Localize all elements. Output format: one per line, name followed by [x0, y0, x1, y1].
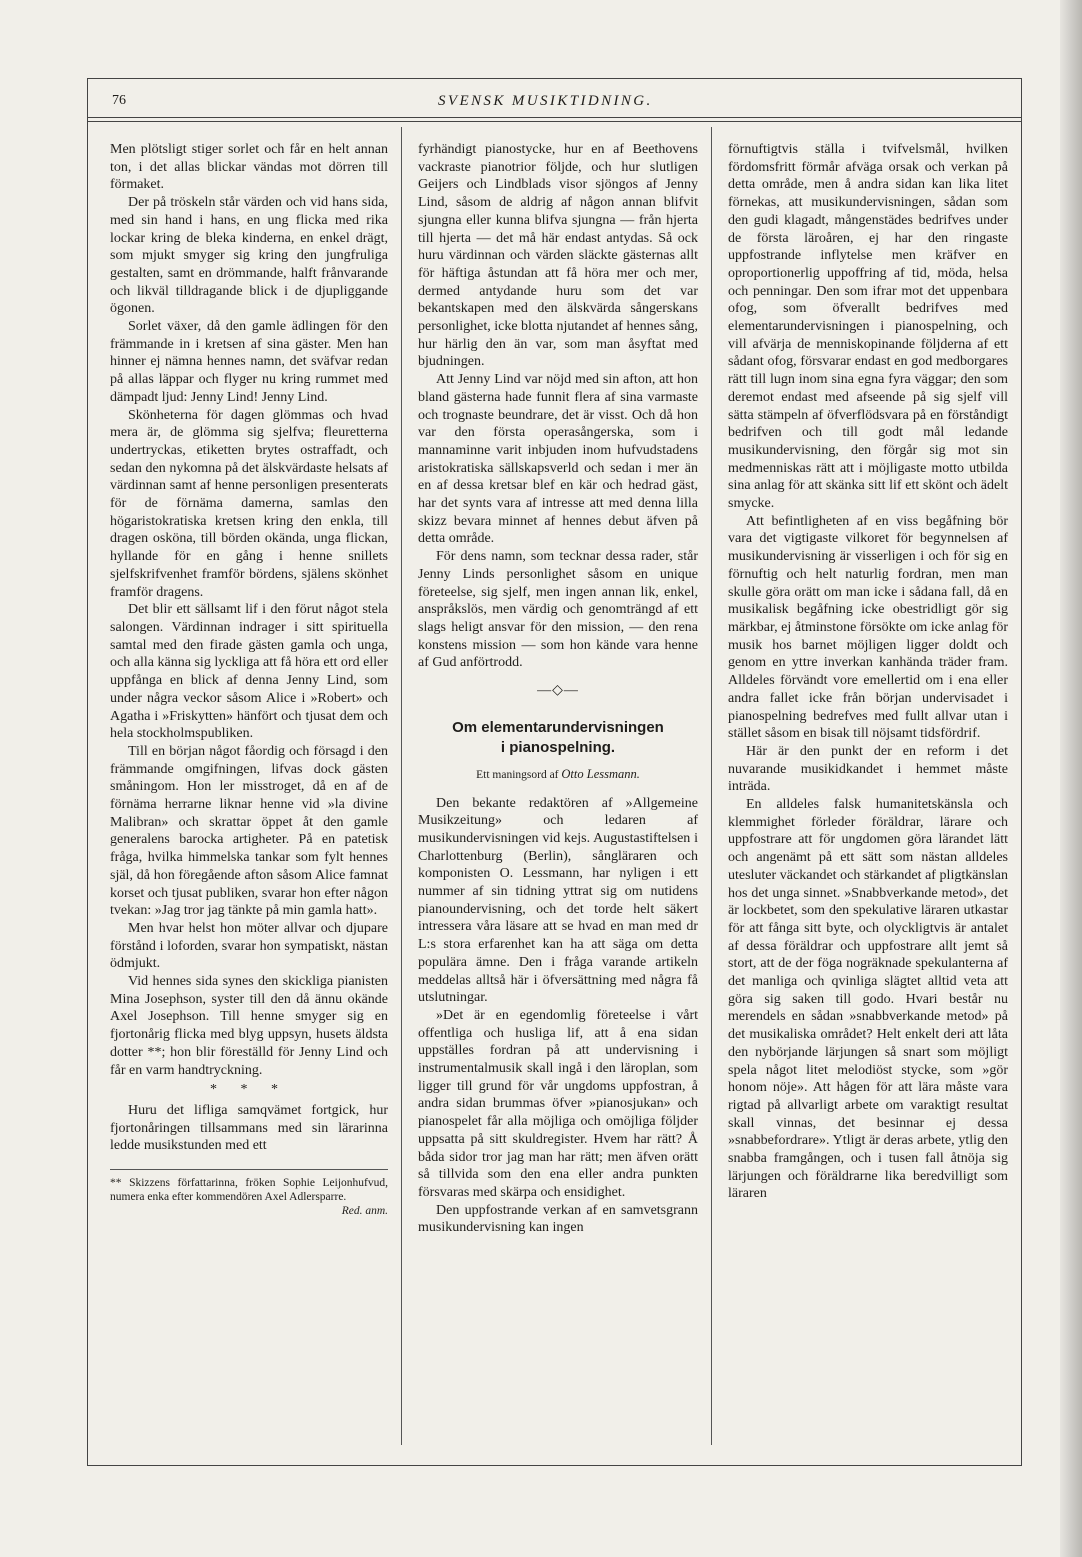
paragraph: För dens namn, som tecknar dessa rader, står Jenny Linds personlighet såsom en unique företeelse, sig sjelf, men ingen annan lik, enkel, anspråkslös, men värdig och genomträngd af ett slags heligt ansvar för den mission, — den rena konstens mission — som hon kände vara henne af Gud anförtrodd. — [418, 549, 698, 671]
byline-prefix: Ett maningsord af — [476, 768, 559, 781]
footnote — [110, 1169, 388, 1218]
paragraph: fyrhändigt pianostycke, hur en af Beethovens vackraste pianotrior följde, och hur slutligen Geijers och Lindblads visor sjöngos af Jenny Lind, såsom de aldrig af någon annan blifvit sjungna eller kunna blifva sjungna — från hjerta till hjerta — det må här endast antydas. Så ock huru värdinnan och värden släckte gästernas allt för häftiga åstundan att få höra mer och mer, dermed antydande huru som det var bekantskapen med den älskvärda sångerskans personlighet, icke blotta njutandet af hennes sång, hur härlig den än var, som man åsyftat med bjudningen. — [418, 142, 698, 370]
section-separator: * * * — [210, 1082, 288, 1098]
running-header — [88, 79, 1021, 122]
paragraph: »Det är en egendomlig företeelse i vårt offentliga och husliga lif, att å ena sidan uppställes fordran på att undervisning i instrumentalmusik skall ingå i den läroplan, som ligger till grund för vår ungdoms uppfostran, å andra sidan brummas öfver »pianosjukan» och pianospelet får alla möjliga och omöjliga följder uppsatta på sitt skuldregister. Hvem har rätt? Å båda sidor tror jag man har rätt; men äfven orätt så tillvida som den ena eller andra punkten försvaras med skärpa och ensidighet. — [418, 1007, 698, 1200]
page-frame — [87, 78, 1022, 1466]
paragraph: förnuftigtvis ställa i tvifvelsmål, hvilken fördomsfritt förmår afväga orsak och verkan på detta område, men å andra sidan kan lika litet förnekas, att musikundervisningen, sådan som den gudi klagadt, mångenstädes bedrifves under de första läroåren, ej har den ringaste uppfostrande inflytelse men kräfver en oproportionerlig uppoffring af tid, möda, helsa och penningar. Den som ifrar mot det uppenbara ofog, som öfverallt bedrifves med elementarundervisningen i pianospelning, och vill afvärja de menniskopinande följderna af ett sådant ofog, försvarar endast en god medborgares rätt till lugn inom sina egna fyra väggar; den som deremot endast med afseende på sig sjelf vill sätta stämpeln af öfverflödsvara på en förståndigt bedrifven och till godt mål ledande musikundervisning, den förgår sig mot sin medmenniskas rätt att i möjligaste motto utbilda sina anlag för att skänka sitt lif ett skönt och ädelt smycke. — [728, 142, 1008, 512]
article-title-line: i pianospelning. — [500, 738, 616, 756]
column-2 — [418, 141, 698, 1237]
column-3 — [728, 141, 1008, 1203]
paragraph: Men plötsligt stiger sorlet och får en helt annan ton, i det allas blickar vändas mot dörren till förmaket. — [110, 142, 388, 193]
paragraph: Den bekante redaktören af »Allgemeine Musikzeitung» och ledaren af musikundervisningen vid kejs. Augustastiftelsen i Charlottenburg (Berlin), sångläraren och komponisten O. Lessmann, har nyligen i ett nummer af sin tidning yttrat sig om nutidens pianoundervisning, och det torde helt säkert intressera våra läsare att se hvad en man med dr L:s stora erfarenhet kan ha att säga om detta populära ämne. Den i fråga varande artikeln meddelas alltså här i öfversättning med några få utslutningar. — [418, 795, 698, 1006]
ornament-divider: —◇— — [537, 683, 579, 699]
byline-author: Otto Lessmann. — [561, 766, 640, 781]
paragraph: Det blir ett sällsamt lif i den förut något stela salongen. Värdinnan indrager i sitt spirituella samtal med den firade gästen gamla och unga, och alla känna sig lyckliga att få höra ett ord eller uppfånga en blick af denna Jenny Lind, som under några veckor såsom Alice i »Robert» och Agatha i »Friskytten» hänfört och tjusat dem och hela stockholmspubliken. — [110, 602, 388, 742]
column-rule-left — [401, 127, 402, 1445]
article-title — [418, 718, 698, 758]
paragraph: Till en början något fåordig och försagd i den främmande omgifningen, lifvas dock gästen småningom. Hon ler misstroget, då en af de förnäma herrarne liknar henne vid »la divine Malibran» och skrattar öppet åt den gamle generalens barocka artigheter. På en patetisk fråga, hvilka himmelska tankar som fylt hennes själ, då hon föregående afton såsom Alice famnat korset och tjusat publiken, svarar hon efter någon tvekan: »Jag tror jag tänkte på min gamla hatt». — [110, 743, 388, 919]
footnote-text: ** Skizzens författarinna, fröken Sophie Leijonhufvud, numera enka efter kommendören Axel Adlersparre. — [110, 1177, 388, 1204]
column-1 — [110, 141, 388, 1218]
article-title-line: Om elementarundervisningen — [452, 718, 664, 736]
footnote-signature: Red. anm. — [341, 1205, 388, 1218]
paragraph: Der på tröskeln står värden och vid hans sida, med sin hand i hans, en ung flicka med rika lockar kring de bleka kinderna, en enkel drägt, som mjukt smyger sig kring den jungfruliga gestalten, samt en drömmande, halft frånvarande och likväl tilldragande blick i de djupliggande ögonen. — [110, 195, 388, 317]
paragraph: En alldeles falsk humanitetskänsla och klemmighet förleder föräldrar, lärare och uppfostrare att för ungdomen göra lärandet lätt och angenämt på ett sätt som nästan alldeles utesluter väckandet och stärkandet af pligtkänslan hos det unga sinnet. »Snabbverkande metod», det är lockbetet, som den spekulative läraren utkastar för att fånga sitt byte, och olyckligtvis är antalet af dessa föräldrar och uppfostrare allt jemt så stort, att de der föga nogräknade spekulanterna af det manliga och qvinliga slägtet alltid veta att göra sig saken till godo. Hvari består nu merendels en sådan »snabbverkande metod» på det musikaliska området? Helt enkelt deri att låta den nybörjande lärjungen så snart som möjligt spela något litet melodiöst stycke, som »gör honom nöje». Att hågen för att lära måste vara rigtad på allvarligt arbete om varaktigt resultat skall vinnas, det besinnar ej dessa »snabbefordrare». Ytligt är deras arbete, ytlig den snabba framgången, och i tusen fall åtnöja sig lärjungen och föräldrarne lika beredvilligt som läraren — [728, 797, 1008, 1202]
paragraph: Den uppfostrande verkan af en samvetsgrann musikundervisning kan ingen — [418, 1202, 698, 1236]
page-edge-shadow — [1060, 0, 1082, 1557]
paragraph: Här är den punkt der en reform i det nuvarande musikidkandet i hemmet måste inträda. — [728, 743, 1008, 795]
paragraph: Vid hennes sida synes den skickliga pianisten Mina Josephson, syster till den då ännu okände Axel Josephson. Till henne smyger sig en fjortonårig flicka med blyg uppsyn, husets äldsta dotter **; hon blir föreställd för Jenny Lind och får en varm handtryckning. — [110, 974, 388, 1078]
journal-title: SVENSK MUSIKTIDNING. — [438, 93, 653, 109]
byline — [418, 766, 698, 785]
paragraph: Att Jenny Lind var nöjd med sin afton, att hon bland gästerna hade funnit flera af sina varmaste och trognaste beundrare, det är visst. Och då hon var den första operasångerska, som i mannaminne varit inbjuden inom hufvudstadens aristokratiska sällskapsverld och sedan i mer än en af dessa kretsar blef en kär och hedrad gäst, har det synts vara af intresse att med denna lilla skizz bevara minnet af hennes debut äfven på detta område. — [418, 372, 698, 547]
paragraph: Skönheterna för dagen glömmas och hvad mera är, de glömma sig sjelfva; fleuretterna undertryckas, etiketten brytes ostraffadt, och sedan den nykomna på det älskvärdaste helsats af värdinnan samt af henne personligen presenterats för de förnäma damerna, samlas den högaristokratiska kretsen kring den enkla, till dragen osköna, till börden okända, unga flickan, hyllande för en gång i henne snillets sjelfskrifvenhet framför bördens, själens skönhet framför dragens. — [110, 407, 388, 600]
paragraph: Men hvar helst hon möter allvar och djupare förstånd i loforden, svarar hon sympatiskt, nästan ödmjukt. — [110, 920, 388, 972]
paragraph: Huru det lifliga samqvämet fortgick, hur fjortonåringen tillsammans med sin lärarinna ledde musikstunden med ett — [110, 1102, 388, 1154]
column-rule-right — [711, 127, 712, 1445]
paragraph: Att befintligheten af en viss begåfning bör vara det vigtigaste vilkoret för begynnelsen af musikundervisning är visserligen i och för sig en förnuftig och helt naturlig fordran, men man skulle göra orätt om man icke i sådana fall, då en musikalisk begåfning icke obestridligt gör sig märkbar, ej åtminstone försökte om icke anlag för musik hos barnet möjligen ligger doldt och genom en yttre inverkan kanhända träder fram. Alldeles förvändt vore emellertid om i ena eller andra fallet icke från början undervisadet i pianospelning bedrefves med fullt allvar utan i stället såsom en bisak till nöjsamt tidsfördrif. — [728, 513, 1008, 742]
paragraph: Sorlet växer, då den gamle ädlingen för den främmande in i kretsen af sina gäster. Men han hinner ej nämna hennes namn, det sväfvar redan på allas läppar och flyger nu kring rummet med dämpadt ljud: Jenny Lind! Jenny Lind. — [110, 319, 388, 405]
page-number: 76 — [112, 93, 126, 108]
